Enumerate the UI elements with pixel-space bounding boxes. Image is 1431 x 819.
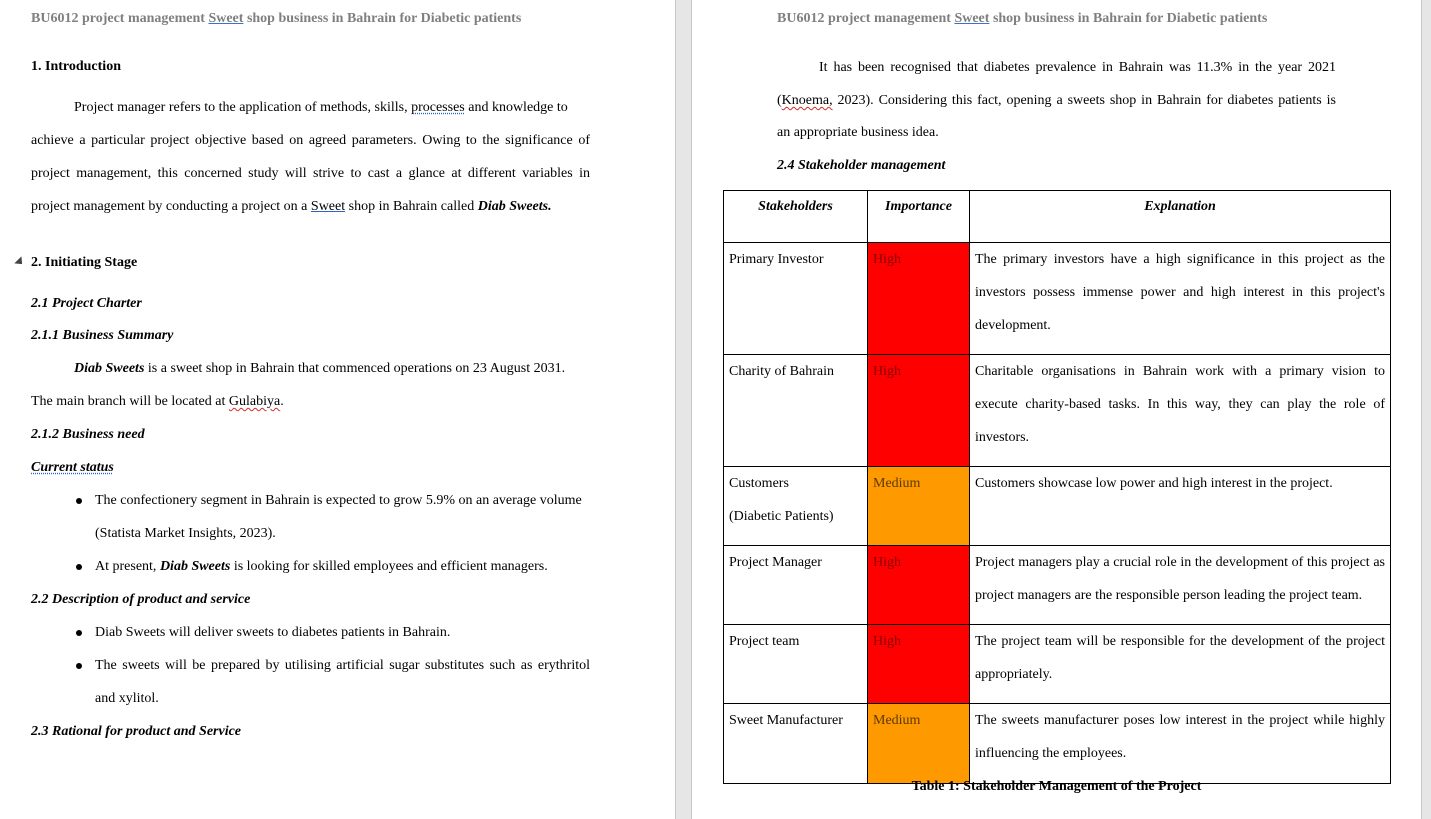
bullet-1-line-1: The confectionery segment in Bahrain is expected to grow 5.9% on an average volume bbox=[95, 493, 582, 508]
description-heading: 2.2 Description of product and service bbox=[31, 592, 251, 607]
stakeholder-cell: Project Manager bbox=[724, 546, 868, 625]
explanation-cell: The sweets manufacturer poses low interest in the project while highly influencing the employees. bbox=[970, 704, 1391, 784]
business-summary-heading: 2.1.1 Business Summary bbox=[31, 328, 174, 343]
importance-cell: High bbox=[868, 546, 970, 625]
table-row bbox=[724, 546, 1391, 625]
prevalence-line-3: an appropriate business idea. bbox=[777, 125, 939, 140]
bullet-1-line-2: (Statista Market Insights, 2023). bbox=[95, 526, 276, 541]
importance-cell: High bbox=[868, 243, 970, 355]
table-row bbox=[724, 625, 1391, 704]
stakeholder-table bbox=[723, 190, 1391, 784]
importance-cell: High bbox=[868, 625, 970, 704]
header-sweet-word: Sweet bbox=[208, 11, 244, 26]
intro-line-1: Project manager refers to the application of methods, skills, processes and knowledge to bbox=[74, 100, 568, 115]
business-need-heading: 2.1.2 Business need bbox=[31, 427, 145, 442]
running-header bbox=[31, 11, 521, 27]
spellcheck-sweet[interactable]: Sweet bbox=[310, 199, 346, 214]
stakeholder-cell: Customers (Diabetic Patients) bbox=[724, 467, 868, 546]
table-caption: Table 1: Stakeholder Management of the Project bbox=[911, 779, 1202, 794]
header-prefix: BU6012 project management bbox=[31, 11, 209, 26]
document-page-left bbox=[0, 0, 675, 819]
explanation-cell: Customers showcase low power and high interest in the project. bbox=[970, 467, 1391, 546]
stakeholder-cell: Charity of Bahrain bbox=[724, 355, 868, 467]
prevalence-line-2: (Knoema, 2023). Considering this fact, opening a sweets shop in Bahrain for diabetes patients is bbox=[777, 93, 1336, 108]
header-suffix: shop business in Bahrain for Diabetic patients bbox=[243, 11, 522, 26]
bullet-icon bbox=[76, 663, 82, 669]
spellcheck-gulabiya[interactable]: Gulabiya bbox=[228, 394, 281, 409]
table-row bbox=[724, 243, 1391, 355]
column-header-stakeholders: Stakeholders bbox=[724, 191, 868, 243]
project-charter-heading: 2.1 Project Charter bbox=[31, 296, 142, 311]
table-row bbox=[724, 704, 1391, 784]
importance-cell: High bbox=[868, 355, 970, 467]
rational-heading: 2.3 Rational for product and Service bbox=[31, 724, 242, 739]
table-row bbox=[724, 355, 1391, 467]
table-header-row bbox=[724, 191, 1391, 243]
importance-cell: Medium bbox=[868, 467, 970, 546]
bullet-icon bbox=[76, 498, 82, 504]
page-edge bbox=[675, 0, 676, 819]
current-status-heading: Current status bbox=[31, 460, 114, 475]
bullet-2: At present, Diab Sweets is looking for skilled employees and efficient managers. bbox=[95, 559, 548, 574]
page-gap bbox=[1421, 0, 1431, 819]
introduction-heading: 1. Introduction bbox=[31, 59, 121, 74]
summary-line-2: The main branch will be located at Gulabiya. bbox=[31, 394, 284, 409]
explanation-cell: Project managers play a crucial role in the development of this project as project managers are the responsible person leading the project team. bbox=[970, 546, 1391, 625]
bullet-4-line-1: The sweets will be prepared by utilising artificial sugar substitutes such as erythritol bbox=[95, 658, 590, 673]
intro-line-4: project management by conducting a project on a Sweet shop in Bahrain called Diab Sweets. bbox=[31, 199, 552, 214]
explanation-cell: The primary investors have a high significance in this project as the investors possess immense power and high interest in this project's development. bbox=[970, 243, 1391, 355]
column-header-importance: Importance bbox=[868, 191, 970, 243]
initiating-stage-heading: 2. Initiating Stage bbox=[31, 255, 138, 270]
document-page-right bbox=[692, 0, 1421, 819]
bullet-4-line-2: and xylitol. bbox=[95, 691, 159, 706]
intro-line-3: project management, this concerned study will strive to cast a glance at different variables in bbox=[31, 166, 590, 181]
stakeholder-cell: Primary Investor bbox=[724, 243, 868, 355]
explanation-cell: The project team will be responsible for the development of the project appropriately. bbox=[970, 625, 1391, 704]
spellcheck-knoema[interactable]: Knoema, bbox=[781, 93, 833, 108]
collapse-heading-icon[interactable] bbox=[14, 256, 25, 267]
table-row bbox=[724, 467, 1391, 546]
page-edge bbox=[1421, 0, 1422, 819]
stakeholder-cell: Sweet Manufacturer bbox=[724, 704, 868, 784]
column-header-explanation: Explanation bbox=[970, 191, 1391, 243]
explanation-cell: Charitable organisations in Bahrain work with a primary vision to execute charity-based tasks. In this way, they can play the role of investors. bbox=[970, 355, 1391, 467]
summary-line-1: Diab Sweets is a sweet shop in Bahrain that commenced operations on 23 August 2031. bbox=[74, 361, 566, 376]
bullet-icon bbox=[76, 630, 82, 636]
intro-line-2: achieve a particular project objective based on agreed parameters. Owing to the significance of bbox=[31, 133, 590, 148]
prevalence-line-1: It has been recognised that diabetes prevalence in Bahrain was 11.3% in the year 2021 bbox=[819, 60, 1336, 75]
stakeholder-cell: Project team bbox=[724, 625, 868, 704]
bullet-3: Diab Sweets will deliver sweets to diabetes patients in Bahrain. bbox=[95, 625, 451, 640]
running-header: BU6012 project management Sweet shop business in Bahrain for Diabetic patients bbox=[777, 11, 1268, 26]
stakeholder-heading: 2.4 Stakeholder management bbox=[777, 158, 946, 173]
spellcheck-processes[interactable]: processes bbox=[411, 100, 465, 115]
importance-cell: Medium bbox=[868, 704, 970, 784]
page-gap bbox=[675, 0, 692, 819]
bullet-icon bbox=[76, 564, 82, 570]
